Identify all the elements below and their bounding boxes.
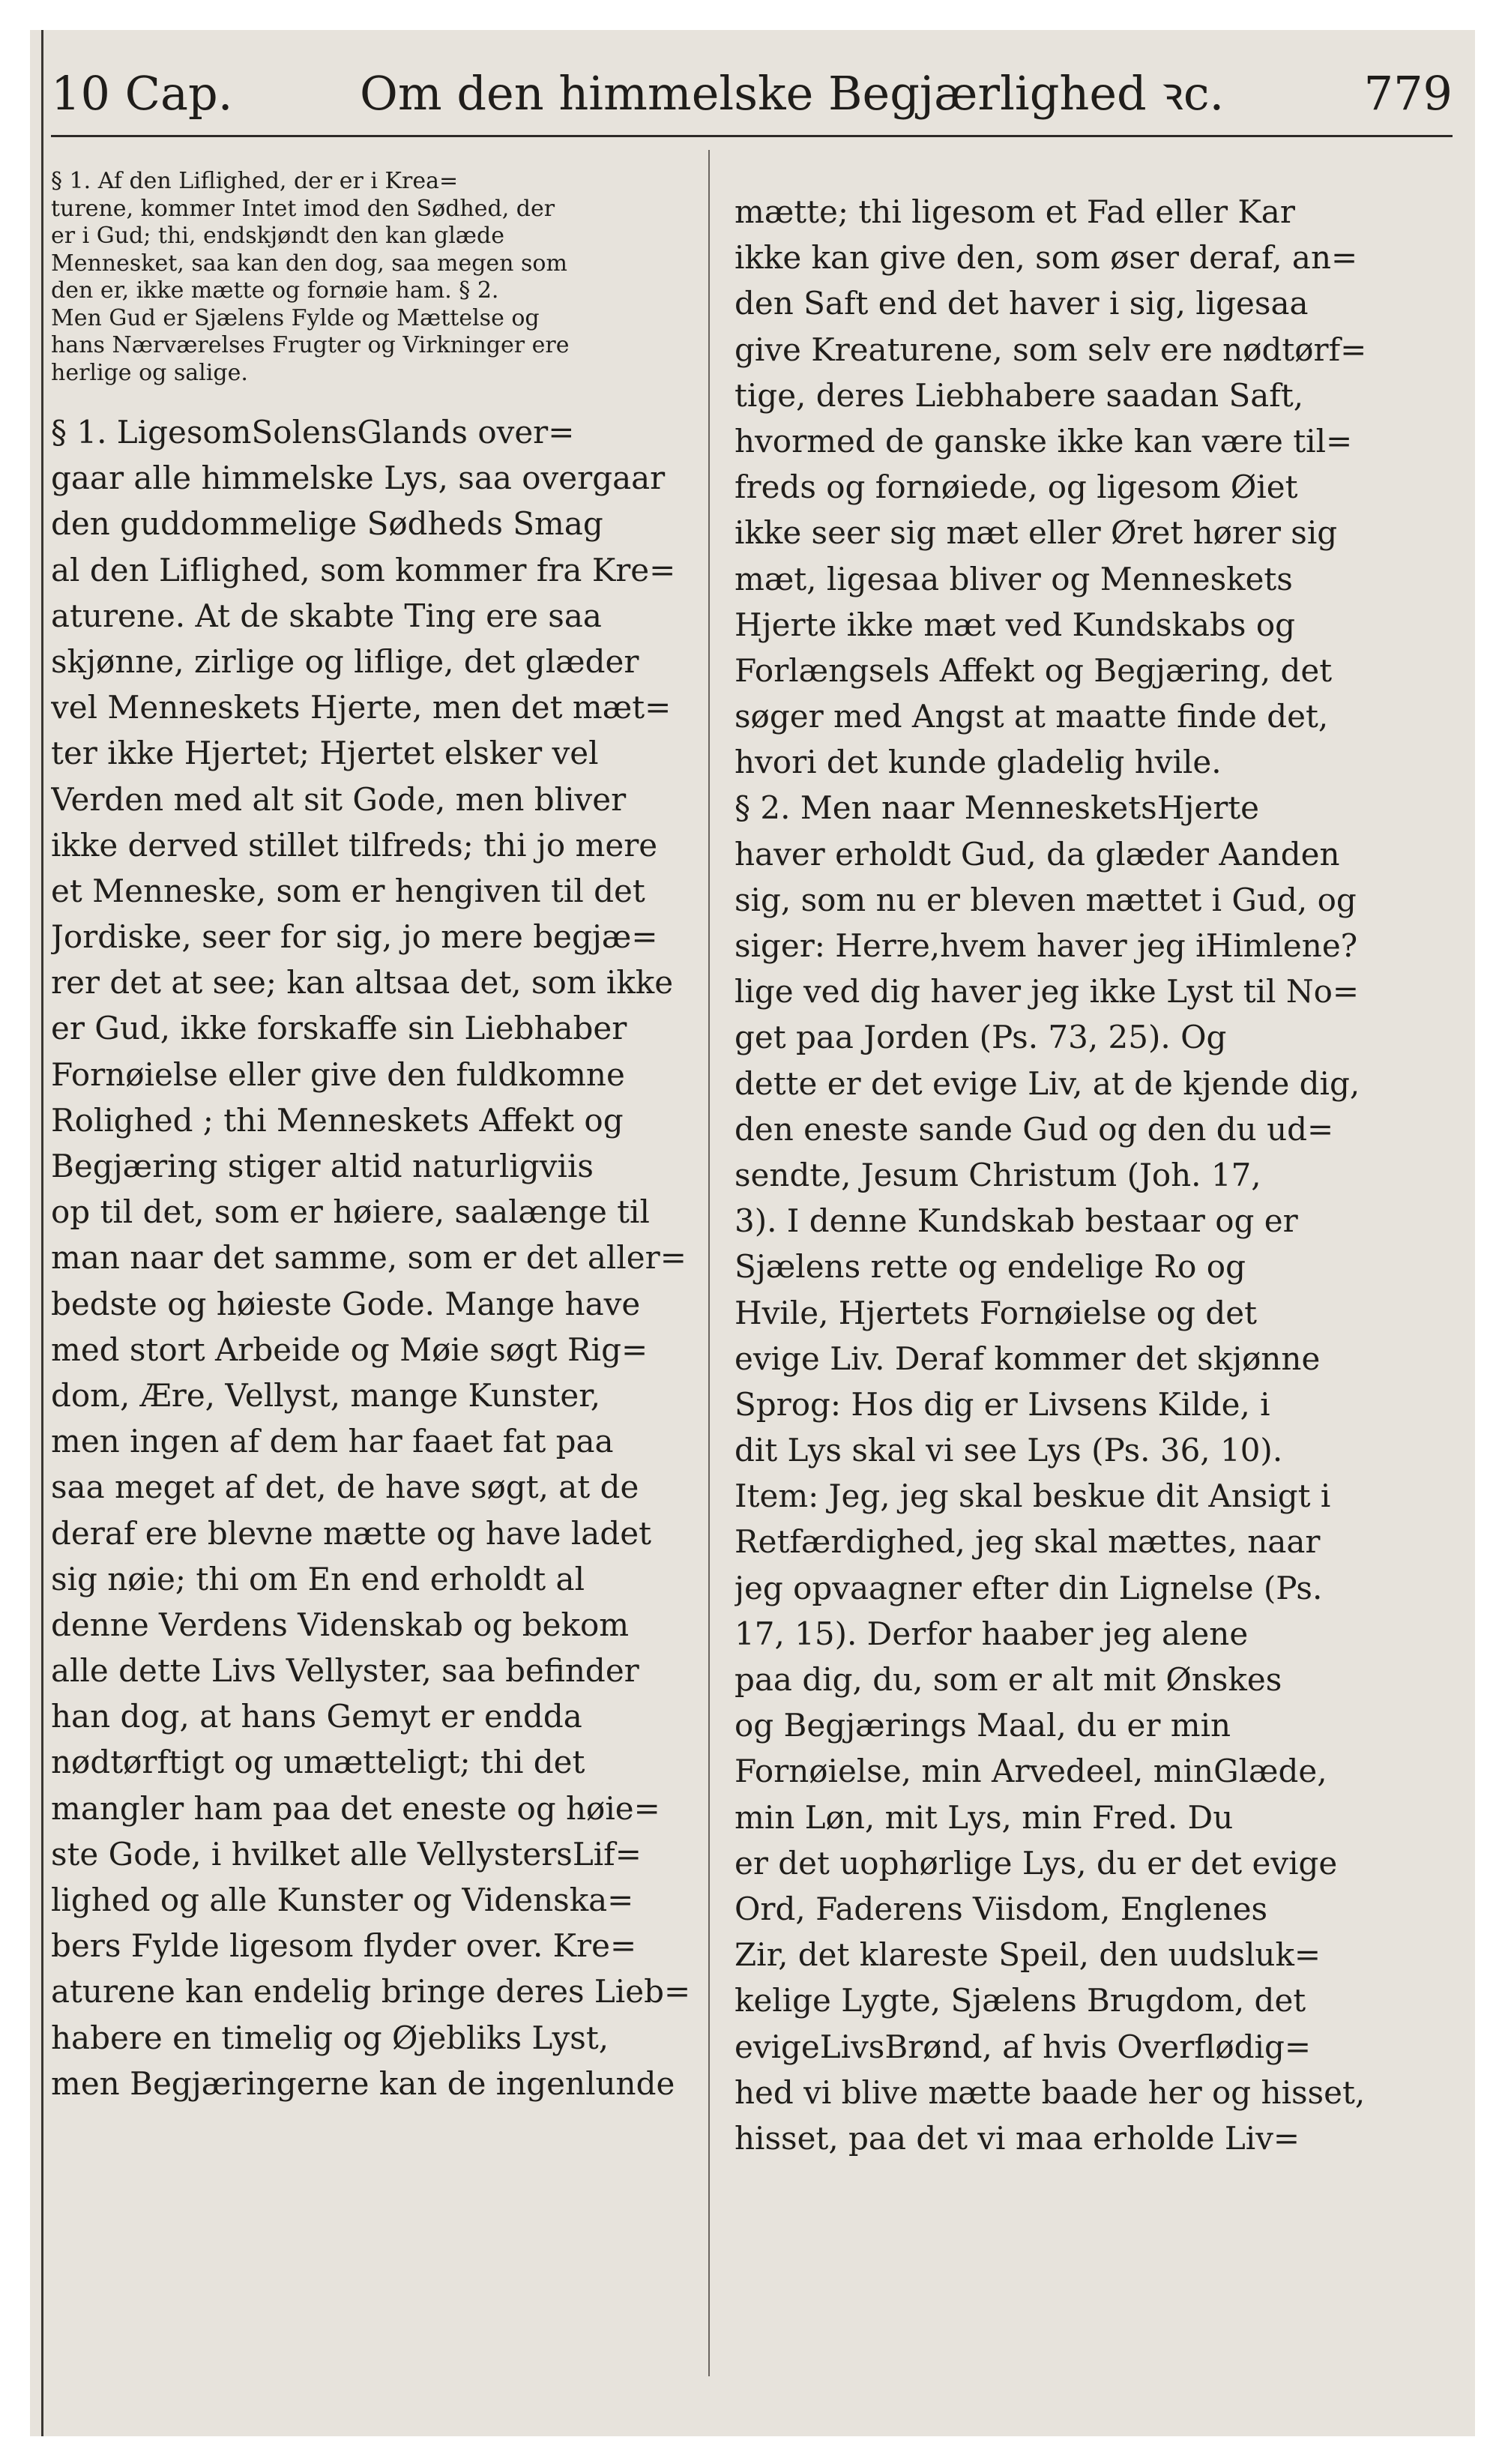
left-column xyxy=(51,142,711,2106)
text-line: sendte, Jesum Christum (Joh. 17, xyxy=(735,1156,1261,1193)
text-line: Sjælens rette og endelige Ro og xyxy=(735,1248,1246,1286)
summary-line: Men Gud er Sjælens Fylde og Mættelse og xyxy=(51,304,540,331)
text-line: Fornøielse, min Arvedeel, minGlæde, xyxy=(735,1753,1327,1790)
text-line: nødtørftigt og umætteligt; thi det xyxy=(51,1744,585,1781)
text-line: give Kreaturene, som selv ere nødtørf= xyxy=(735,331,1367,368)
text-line: get paa Jorden (Ps. 73, 25). Og xyxy=(735,1019,1227,1056)
text-line: denne Verdens Videnskab og bekom xyxy=(51,1606,630,1643)
text-line: jeg opvaagner efter din Lignelse (Ps. xyxy=(735,1569,1323,1606)
book-page xyxy=(30,30,1475,2436)
text-line: sig, som nu er bleven mættet i Gud, og xyxy=(735,881,1357,918)
left-body-text xyxy=(51,409,711,2106)
summary-line: hans Nærværelses Frugter og Virkninger ere xyxy=(51,332,570,358)
running-header xyxy=(30,52,1475,135)
text-line: lighed og alle Kunster og Videnska= xyxy=(51,1882,634,1918)
text-line: bedste og høieste Gode. Mange have xyxy=(51,1285,641,1322)
text-line: Verden med alt sit Gode, men bliver xyxy=(51,780,627,818)
text-line: ikke seer sig mæt eller Øret hører sig xyxy=(735,514,1338,552)
text-line: min Løn, mit Lys, min Fred. Du xyxy=(735,1798,1234,1836)
text-line: 17, 15). Derfor haaber jeg alene xyxy=(735,1615,1249,1652)
text-line: Sprog: Hos dig er Livsens Kilde, i xyxy=(735,1385,1270,1423)
summary-line: § 1. Af den Liflighed, der er i Krea= xyxy=(51,168,459,194)
text-line: dom, Ære, Vellyst, mange Kunster, xyxy=(51,1376,601,1414)
header-rule xyxy=(51,135,1453,137)
text-line: alle dette Livs Vellyster, saa befinder xyxy=(51,1652,639,1690)
text-line: ikke derved stillet tilfreds; thi jo mere xyxy=(51,826,658,864)
text-line: Zir, det klareste Speil, den uudsluk= xyxy=(735,1936,1321,1974)
text-line: man naar det samme, som er det aller= xyxy=(51,1239,687,1277)
text-line: mangler ham paa det eneste og høie= xyxy=(51,1789,660,1827)
text-line: gaar alle himmelske Lys, saa overgaar xyxy=(51,460,666,497)
text-line: hvori det kunde gladelig hvile. xyxy=(735,744,1222,781)
right-column xyxy=(735,142,1394,2161)
text-line: haver erholdt Gud, da glæder Aanden xyxy=(735,835,1340,873)
text-line: sig nøie; thi om En end erholdt al xyxy=(51,1560,585,1597)
text-line: habere en timelig og Øjebliks Lyst, xyxy=(51,2019,609,2056)
text-line: ikke kan give den, som øser deraf, an= xyxy=(735,239,1358,277)
text-line: bers Fylde ligesom flyder over. Kre= xyxy=(51,1927,637,1965)
text-line: 3). I denne Kundskab bestaar og er xyxy=(735,1202,1298,1240)
text-line: ter ikke Hjertet; Hjertet elsker vel xyxy=(51,735,599,772)
text-line: Item: Jeg, jeg skal beskue dit Ansigt i xyxy=(735,1478,1331,1515)
text-line: evige Liv. Deraf kommer det skjønne xyxy=(735,1340,1321,1377)
summary-line: herlige og salige. xyxy=(51,359,248,386)
text-line: hed vi blive mætte baade her og hisset, xyxy=(735,2073,1366,2111)
text-line: Fornøielse eller give den fuldkomne xyxy=(51,1055,625,1093)
text-line: freds og fornøiede, og ligesom Øiet xyxy=(735,469,1298,506)
text-line: Ord, Faderens Viisdom, Englenes xyxy=(735,1890,1268,1927)
text-line: Hjerte ikke mæt ved Kundskabs og xyxy=(735,606,1296,643)
text-line: aturene. At de skabte Ting ere saa xyxy=(51,597,602,634)
text-line: hisset, paa det vi maa erholde Liv= xyxy=(735,2119,1300,2157)
text-line: med stort Arbeide og Møie søgt Rig= xyxy=(51,1331,648,1368)
text-line: han dog, at hans Gemyt er endda xyxy=(51,1698,582,1735)
summary-line: den er, ikke mætte og fornøie ham. § 2. xyxy=(51,277,499,304)
chapter-summary xyxy=(51,168,711,387)
text-line: dit Lys skal vi see Lys (Ps. 36, 10). xyxy=(735,1432,1283,1469)
text-line: men Begjæringerne kan de ingenlunde xyxy=(51,2064,675,2102)
text-line: paa dig, du, som er alt mit Ønskes xyxy=(735,1661,1282,1698)
text-line: Retfærdighed, jeg skal mættes, naar xyxy=(735,1523,1321,1561)
text-line: Rolighed ; thi Menneskets Affekt og xyxy=(51,1101,624,1139)
text-line: § 2. Men naar MennesketsHjerte xyxy=(735,789,1260,827)
text-line: hvormed de ganske ikke kan være til= xyxy=(735,422,1353,460)
text-line: lige ved dig haver jeg ikke Lyst til No= xyxy=(735,973,1360,1010)
text-line: siger: Herre,hvem haver jeg iHimlene? xyxy=(735,927,1358,964)
text-line: er det uophørlige Lys, du er det evige xyxy=(735,1844,1338,1882)
summary-line: er i Gud; thi, endskjøndt den kan glæde xyxy=(51,223,504,249)
text-line: kelige Lygte, Sjælens Brugdom, det xyxy=(735,1982,1306,2019)
text-line: al den Liflighed, som kommer fra Kre= xyxy=(51,551,676,588)
text-line: den Saft end det haver i sig, ligesaa xyxy=(735,285,1309,322)
text-line: et Menneske, som er hengiven til det xyxy=(51,872,645,909)
text-line: vel Menneskets Hjerte, men det mæt= xyxy=(51,689,672,726)
text-line: dette er det evige Liv, at de kjende dig, xyxy=(735,1064,1360,1102)
text-line: saa meget af det, de have søgt, at de xyxy=(51,1469,639,1506)
summary-line: turene, kommer Intet imod den Sødhed, der xyxy=(51,195,555,222)
text-line: § 1. LigesomSolensGlands over= xyxy=(51,414,575,451)
text-line: rer det at see; kan altsaa det, som ikke xyxy=(51,964,674,1001)
text-line: Jordiske, seer for sig, jo mere begjæ= xyxy=(51,918,658,956)
text-line: Hvile, Hjertets Fornøielse og det xyxy=(735,1294,1258,1331)
text-line: den eneste sande Gud og den du ud= xyxy=(735,1110,1334,1148)
text-line: og Begjærings Maal, du er min xyxy=(735,1707,1231,1744)
page-binding-edge xyxy=(41,30,43,2436)
summary-line: Mennesket, saa kan den dog, saa megen som xyxy=(51,250,567,277)
text-line: Begjæring stiger altid naturligviis xyxy=(51,1148,594,1184)
running-title: Om den himmelske Begjærlighed ꝛc. xyxy=(360,66,1225,121)
text-line: aturene kan endelig bringe deres Lieb= xyxy=(51,1973,691,2010)
text-line: tige, deres Liebhabere saadan Saft, xyxy=(735,376,1304,414)
text-line: søger med Angst at maatte finde det, xyxy=(735,698,1329,735)
text-line: den guddommelige Sødheds Smag xyxy=(51,505,603,543)
text-line: mætte; thi ligesom et Fad eller Kar xyxy=(735,193,1295,230)
page-number: 779 xyxy=(1363,66,1453,121)
text-line: skjønne, zirlige og liflige, det glæder xyxy=(51,642,639,680)
text-line: er Gud, ikke forskaffe sin Liebhaber xyxy=(51,1010,627,1047)
text-line: ste Gode, i hvilket alle VellystersLif= xyxy=(51,1835,642,1873)
text-line: evigeLivsBrønd, af hvis Overflødig= xyxy=(735,2028,1312,2065)
text-line: mæt, ligesaa bliver og Menneskets xyxy=(735,560,1293,597)
text-line: Forlængsels Affekt og Begjæring, det xyxy=(735,651,1333,689)
text-line: deraf ere blevne mætte og have ladet xyxy=(51,1514,651,1552)
text-line: men ingen af dem har faaet fat paa xyxy=(51,1423,614,1460)
text-line: op til det, som er høiere, saalænge til xyxy=(51,1193,650,1231)
chapter-label: 10 Cap. xyxy=(51,66,233,121)
